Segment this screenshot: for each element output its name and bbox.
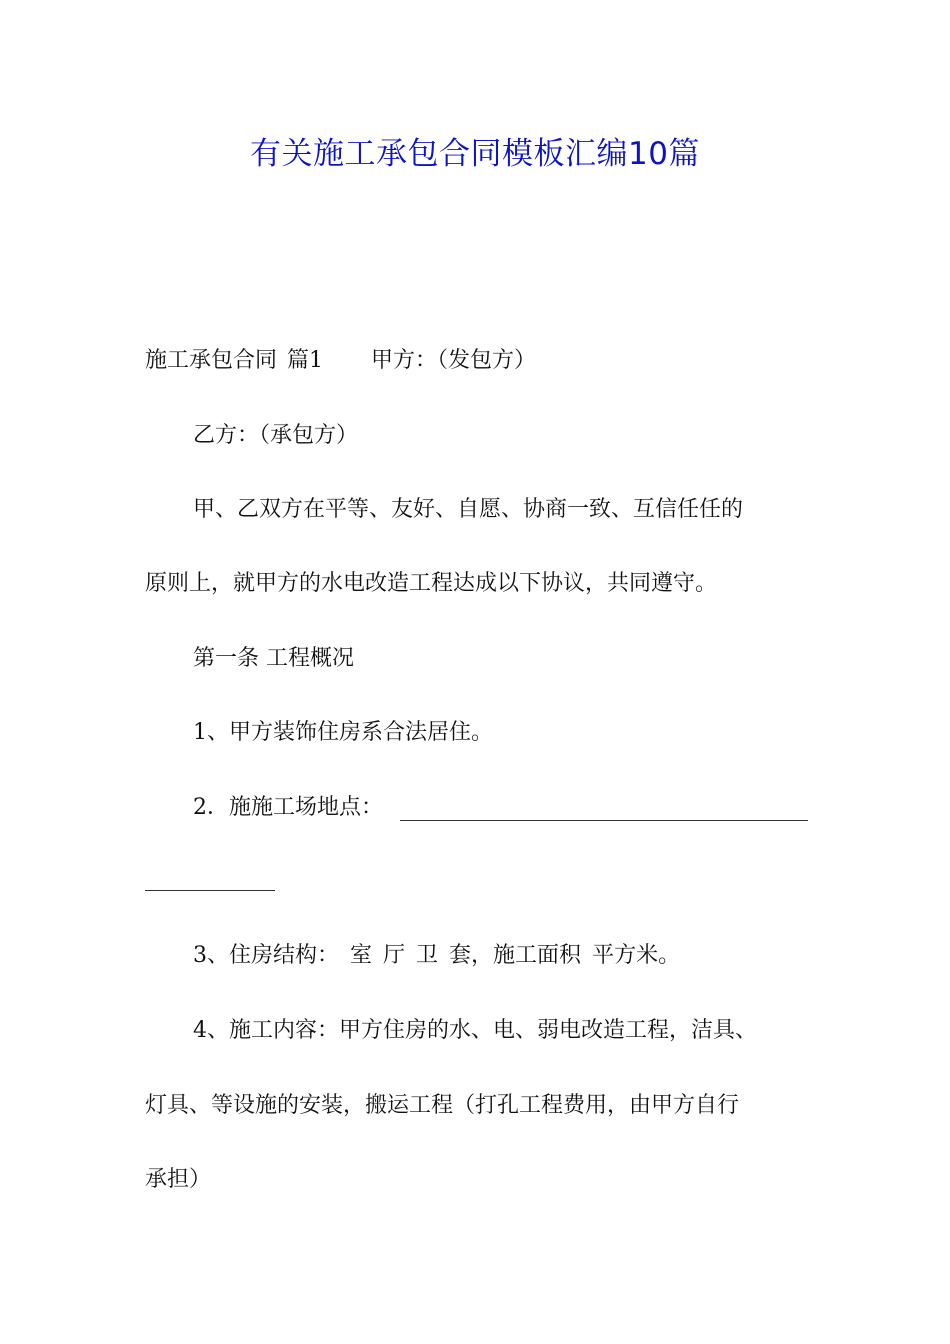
site-address-blank-line [400,820,808,821]
set-area-label: 套，施工面积 [449,943,582,968]
clause-2-site-address: 2．施施工场地点： [193,795,383,820]
article-one-heading: 第一条 工程概况 [193,646,354,671]
rooms-unit: 室 [350,943,373,968]
contract-heading-line [145,346,810,376]
clause-1: 1、甲方装饰住房系合法居住。 [193,720,493,745]
paragraph-principle-line-1: 甲、乙双方在平等、友好、自愿、协商一致、互信任任的 [193,497,744,522]
article-number: 篇1 [287,348,324,373]
square-meters-unit: 平方米。 [592,943,681,968]
party-b-label: 乙方：（承包方） [193,423,359,448]
clause-4-line-2: 灯具、等设施的安装，搬运工程（打孔工程费用，由甲方自行 [145,1093,740,1118]
baths-unit: 卫 [416,943,439,968]
site-address-blank-line-continued [145,890,275,891]
paragraph-principle-line-2: 原则上，就甲方的水电改造工程达成以下协议，共同遵守。 [145,571,718,596]
clause-3-structure [145,941,858,971]
structure-label: 3、住房结构： [193,943,339,968]
document-title: 有关施工承包合同模板汇编10篇 [250,136,700,172]
clause-4-line-3: 承担） [145,1167,212,1192]
halls-unit: 厅 [383,943,406,968]
contract-name: 施工承包合同 [145,348,278,373]
party-a-label: 甲方：（发包方） [371,348,537,373]
clause-4-line-1: 4、施工内容：甲方住房的水、电、弱电改造工程，洁具、 [193,1018,757,1043]
